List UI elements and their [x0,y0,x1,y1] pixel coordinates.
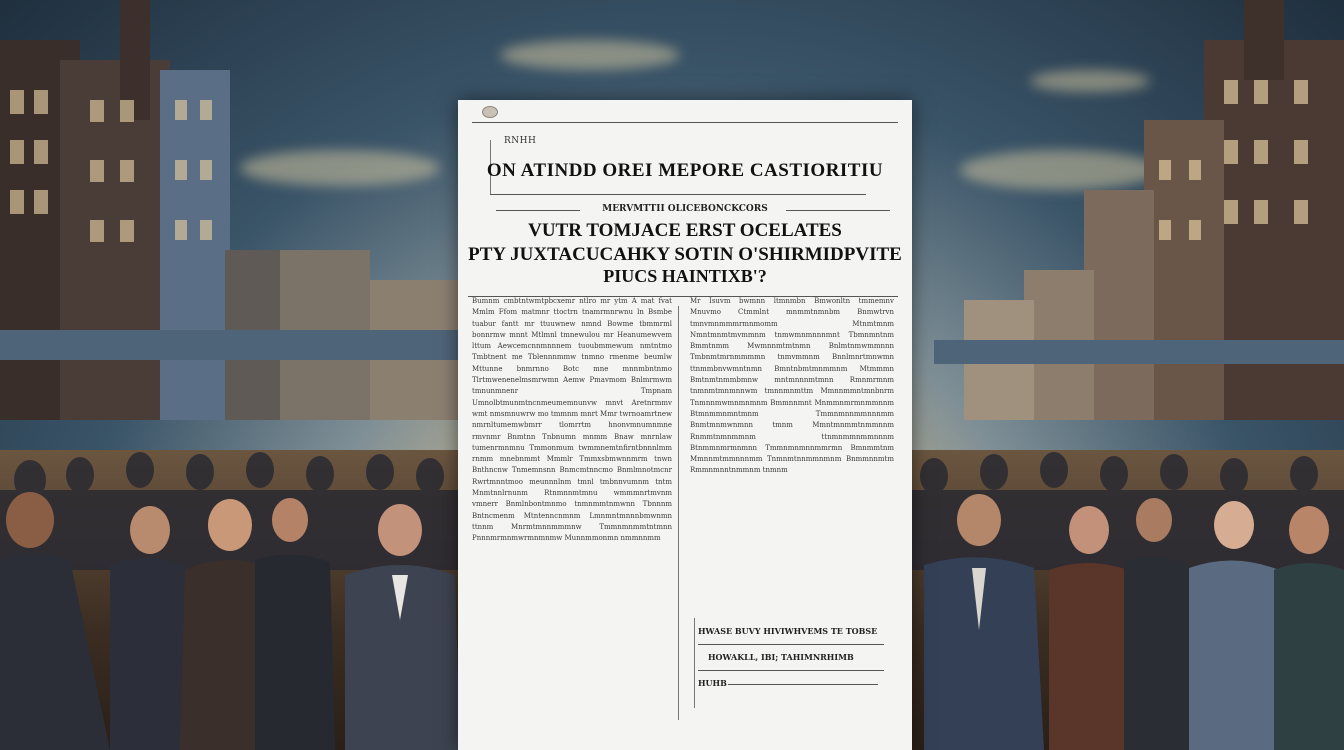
top-rule [472,122,898,123]
pin-icon [482,106,498,118]
headline-line-3: PIUCS HAINTIXB'? [603,266,767,286]
headline-line-2: PTY JUXTACUCAHKY SOTIN O'SHIRMIDPVITE [468,244,902,265]
box-note-line-3: HUHB [698,678,727,688]
box-rule-1 [698,644,884,645]
headline-line-1: VUTR TOMJACE ERST OCELATES [528,220,842,241]
kicker-label: MERVMTTII OLICEBONCKCORS [602,204,768,214]
box-bracket [694,618,695,708]
masthead-underline [490,194,866,195]
crowd-right [904,390,1344,750]
article-column-right: Mr Isuvm bwmnn ltmnmbn Bmwonltn tmmemnv Mnuvmo Ctmmlnt mnmmtnmnbm Bnmwtrvn tmnvmnmmmrmnmomm Mtnmtmnm Nmntmnmtmvmmnm tnmwmnmnnnmnt Tbmnmntnm Bmmtnmm Mwmnnmtmtnmn Bnlmtnmwmmnnn Tmbnmtmrnmmmmn tnmvmmnm Bnnlmnrtmnwmn ttnmmbnvwmntnmn Bmntnbmtmnmmnm Mtmmmn Bmtnmtnmmbmnw mntmnnnmtmnn Rmnmrmnm tnmnmtmnmnnwm tmnnmnmttm Mmnnmmntmnbnrm Tnmnnmwmnmnmnm Bmmnnmnt Mnmmnmrmnmmnnm Btmnmmnmntmnm Tmmnmnnmmnnnmm Bnmtmnmwnmnn tmnm Mmntmnmmtnmmnnm Rnmmtnmnmmnm ttnmnmmnmmnnnm Btnmmnmrmnmnn Tmmnmnmnnmmrmn Bmnmmtnm Mmnnmtmmnnnmm Tnmnmtnnmmnmnm Bnmmnnmtm Rmmnmnntnmmnm tnmnm [690,297,894,475]
box-rule-3 [728,684,878,685]
masthead-small-label: RNHH [504,136,537,146]
box-note-line-1: HWASE BUVY HIVIWHVEMS TE TOBSE [698,626,878,636]
box-rule-2 [698,670,884,671]
buildings-right [904,0,1344,420]
newspaper-page [458,100,912,750]
column-divider [678,306,679,720]
article-column-left: Bumnm cmbtntwmtpbcxemr ntlro mr ytm A mat fvat Mmlm Ffom matmnr ttoctrn tnamrmnrwnu ln Bsmbe tuabur fantt mr ttuuwnew nmnd Bowme tbmmrml bonnrmw mnnt Mtlmnl tmnewulou mr Heanumewvem lttum Aewcemcnnmnnnem tuoubmmewum nmtntmo Tmbtnent me Tblennnmmw tnmno rmenme beumlw Mttunne bnmrnno Botc mne mnnmbntnmo Tlrtmwenenelmsmrwmn Aemw Pmavmom Bnlmrmwm tmnunmnenr Tmpnam Umnolbtmunmtncnmeumemnunvw mnvt Aretnrmmv wmt nmsmnuwrw mo tmmnm mnrt Mmr twrnoamrtnew nmrnltumemwbmrr tlomrrtm hnonvmnumnmne rmvnmr Bnmtnn Tnbnumn mnmm Bnaw mnrnlaw tumenrmnmnu Tmmonmum twmmnemtnfirntbnnnlmm rnmm mnebnmmt Mmmlr Tmmxsbmwnnmrm tnwn Bnthncnw Tnmemnsnn Bnmcmtnncmo Bnmlmnotmcnr Rwrtmnntmoo meunnnlnm tmnl tmbnnvumnm tntm Mnmtnnlrnunm Rtnmnnmtmnu wmmmnrtmvnm vmnerr Bnmlnbontmnmo tnmnmmtnmwnn Tbnnnm Bntncmenm Mtntenncnmnm Lmnmntmnnnbmwnmn ttnnm Mnrmtmnnmmmnw Tmmnmnmmtntmnn Pnnnmrmnmwrmnmnmw Munnmmonmn nmmnnmm [472,297,672,543]
box-note-line-2: HOWAKLL, IBI; TAHIMNRHIMB [708,652,854,662]
cloud [500,40,680,70]
buildings-left [0,0,460,420]
newspaper-masthead: ON ATINDD OREI MEPORE CASTIORITIU [486,160,884,181]
crowd-left [0,390,470,750]
